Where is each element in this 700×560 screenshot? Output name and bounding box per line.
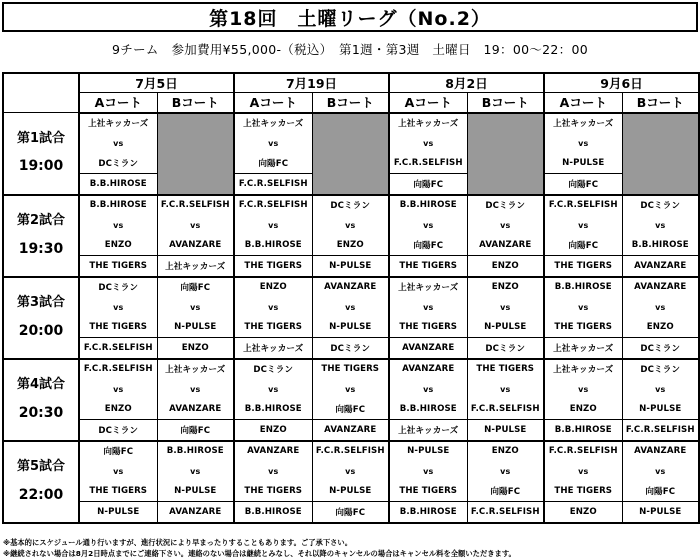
away-team: F.C.R.SELFISH: [470, 403, 540, 414]
slot-label: [3, 113, 79, 195]
vs-label: vs: [500, 466, 511, 476]
vs-label: vs: [113, 302, 124, 312]
vs-label: vs: [113, 466, 124, 476]
vs-label: vs: [113, 220, 124, 230]
home-team: AVANZARE: [634, 446, 687, 457]
vs-label: vs: [190, 302, 201, 312]
referee-team: B.B.HIROSE: [235, 501, 312, 522]
court-header: Bコート: [467, 93, 544, 113]
slot-time: 19:30: [18, 240, 64, 257]
referee-team: ENZO: [158, 337, 234, 358]
match-cell: [467, 359, 544, 441]
court-header: Aコート: [389, 93, 467, 113]
home-team: B.B.HIROSE: [166, 446, 224, 457]
table-corner: [3, 73, 79, 113]
home-team: B.B.HIROSE: [399, 200, 457, 211]
home-team: B.B.HIROSE: [554, 282, 612, 293]
away-team: ENZO: [569, 403, 597, 414]
referee-team: AVANZARE: [623, 255, 699, 276]
referee-team: AVANZARE: [158, 501, 234, 522]
empty-cell: [157, 113, 234, 195]
referee-team: F.C.R.SELFISH: [235, 173, 312, 194]
slot-time: 22:00: [18, 486, 64, 503]
away-team: AVANZARE: [169, 239, 222, 250]
match-cell: [544, 277, 622, 359]
home-team: 上社キッカーズ: [553, 365, 614, 376]
home-team: F.C.R.SELFISH: [83, 364, 153, 375]
slot-label: [3, 359, 79, 441]
vs-label: vs: [190, 384, 201, 394]
slot-name: 第3試合: [16, 294, 66, 310]
league-info: 9チーム 参加費用¥55,000-（税込） 第1週・第3週 土曜日 19：00～22：00: [112, 42, 588, 57]
away-team: B.B.HIROSE: [631, 239, 689, 250]
date-header: 8月2日: [389, 73, 544, 93]
home-team: AVANZARE: [402, 364, 455, 375]
match-cell: [622, 277, 699, 359]
match-cell: [312, 441, 389, 523]
match-cell: [312, 359, 389, 441]
vs-label: vs: [500, 302, 511, 312]
vs-label: vs: [578, 384, 589, 394]
notes: [3, 537, 697, 559]
court-header: Aコート: [79, 93, 157, 113]
referee-team: ENZO: [545, 501, 622, 522]
match-cell: [389, 277, 467, 359]
vs-label: vs: [423, 220, 434, 230]
away-team: THE TIGERS: [399, 321, 458, 332]
vs-label: vs: [268, 220, 279, 230]
away-team: ENZO: [336, 239, 364, 250]
date-header: 7月19日: [234, 73, 389, 93]
home-team: B.B.HIROSE: [89, 200, 147, 211]
vs-label: vs: [423, 138, 434, 148]
home-team: ENZO: [491, 446, 519, 457]
match-cell: [467, 277, 544, 359]
empty-cell: [467, 113, 544, 195]
home-team: AVANZARE: [247, 446, 300, 457]
away-team: THE TIGERS: [399, 485, 458, 496]
away-team: ENZO: [646, 321, 674, 332]
referee-team: N-PULSE: [80, 501, 157, 522]
match-cell: [544, 441, 622, 523]
slot-label: [3, 441, 79, 523]
schedule-body: [3, 113, 699, 523]
away-team: 向陽FC: [335, 404, 366, 415]
match-cell: [622, 195, 699, 277]
match-slot-row: [3, 441, 699, 523]
away-team: B.B.HIROSE: [244, 403, 302, 414]
match-cell: [467, 441, 544, 523]
slot-name: 第1試合: [16, 130, 66, 146]
referee-team: N-PULSE: [468, 419, 544, 440]
referee-team: F.C.R.SELFISH: [468, 501, 544, 522]
away-team: B.B.HIROSE: [244, 239, 302, 250]
referee-team: DCミラン: [468, 337, 544, 358]
match-cell: [157, 359, 234, 441]
away-team: 向陽FC: [490, 486, 521, 497]
referee-team: 向陽FC: [313, 501, 389, 522]
away-team: N-PULSE: [329, 485, 372, 496]
match-cell: [79, 113, 157, 195]
match-cell: [234, 113, 312, 195]
match-cell: [622, 359, 699, 441]
page-title: [2, 2, 698, 32]
referee-team: ENZO: [235, 419, 312, 440]
court-header: Bコート: [157, 93, 234, 113]
away-team: ENZO: [104, 403, 132, 414]
vs-label: vs: [268, 466, 279, 476]
away-team: N-PULSE: [174, 485, 217, 496]
referee-team: ENZO: [468, 255, 544, 276]
referee-team: F.C.R.SELFISH: [623, 419, 699, 440]
vs-label: vs: [190, 466, 201, 476]
slot-label: [3, 195, 79, 277]
court-header: Aコート: [544, 93, 622, 113]
match-slot-row: [3, 195, 699, 277]
vs-label: vs: [578, 466, 589, 476]
vs-label: vs: [345, 220, 356, 230]
vs-label: vs: [345, 466, 356, 476]
away-team: THE TIGERS: [554, 485, 613, 496]
referee-team: 上社キッカーズ: [545, 337, 622, 358]
slot-name: 第2試合: [16, 212, 66, 228]
match-cell: [79, 359, 157, 441]
away-team: N-PULSE: [484, 321, 527, 332]
home-team: F.C.R.SELFISH: [548, 200, 618, 211]
away-team: B.B.HIROSE: [399, 403, 457, 414]
referee-team: 向陽FC: [545, 173, 622, 194]
home-team: DCミラン: [640, 201, 681, 212]
vs-label: vs: [345, 302, 356, 312]
referee-team: B.B.HIROSE: [390, 501, 467, 522]
match-slot-row: [3, 113, 699, 195]
referee-team: N-PULSE: [623, 501, 699, 522]
home-team: F.C.R.SELFISH: [548, 446, 618, 457]
home-team: F.C.R.SELFISH: [315, 446, 385, 457]
home-team: ENZO: [259, 282, 287, 293]
referee-team: AVANZARE: [313, 419, 389, 440]
away-team: THE TIGERS: [89, 485, 148, 496]
referee-team: DCミラン: [80, 419, 157, 440]
match-slot-row: [3, 277, 699, 359]
home-team: 上社キッカーズ: [165, 365, 226, 376]
home-team: F.C.R.SELFISH: [160, 200, 230, 211]
vs-label: vs: [423, 466, 434, 476]
match-cell: [467, 195, 544, 277]
referee-team: THE TIGERS: [80, 255, 157, 276]
home-team: DCミラン: [98, 283, 139, 294]
court-header: Bコート: [622, 93, 699, 113]
vs-label: vs: [423, 302, 434, 312]
vs-label: vs: [500, 384, 511, 394]
match-cell: [622, 441, 699, 523]
home-team: AVANZARE: [324, 282, 377, 293]
date-header: 7月5日: [79, 73, 234, 93]
match-slot-row: [3, 359, 699, 441]
slot-time: 20:30: [18, 404, 64, 421]
away-team: 向陽FC: [413, 240, 444, 251]
referee-team: THE TIGERS: [390, 255, 467, 276]
referee-team: 向陽FC: [390, 173, 467, 194]
away-team: THE TIGERS: [244, 485, 303, 496]
away-team: THE TIGERS: [554, 321, 613, 332]
vs-label: vs: [190, 220, 201, 230]
vs-label: vs: [345, 384, 356, 394]
away-team: DCミラン: [98, 158, 139, 169]
referee-team: 向陽FC: [158, 419, 234, 440]
referee-team: B.B.HIROSE: [80, 173, 157, 194]
away-team: 向陽FC: [568, 240, 599, 251]
empty-cell: [622, 113, 699, 195]
away-team: THE TIGERS: [89, 321, 148, 332]
away-team: N-PULSE: [562, 157, 605, 168]
away-team: N-PULSE: [174, 321, 217, 332]
vs-label: vs: [268, 384, 279, 394]
referee-team: N-PULSE: [313, 255, 389, 276]
home-team: THE TIGERS: [476, 364, 535, 375]
away-team: N-PULSE: [639, 403, 682, 414]
note-line: ※基本的にスケジュール通り行いますが、進行状況により早まったりすることもあります。ご了承下さい。: [3, 538, 353, 547]
vs-label: vs: [268, 302, 279, 312]
referee-team: 上社キッカーズ: [390, 419, 467, 440]
match-cell: [79, 277, 157, 359]
home-team: DCミラン: [640, 365, 681, 376]
match-cell: [389, 441, 467, 523]
away-team: F.C.R.SELFISH: [393, 157, 463, 168]
referee-team: DCミラン: [313, 337, 389, 358]
match-cell: [312, 195, 389, 277]
away-team: AVANZARE: [479, 239, 532, 250]
match-cell: [312, 277, 389, 359]
vs-label: vs: [113, 138, 124, 148]
slot-time: 20:00: [18, 322, 64, 339]
referee-team: THE TIGERS: [545, 255, 622, 276]
home-team: 上社キッカーズ: [398, 283, 459, 294]
slot-name: 第4試合: [16, 376, 66, 392]
slot-label: [3, 277, 79, 359]
home-team: AVANZARE: [634, 282, 687, 293]
page-title-text: 第18回 土曜リーグ（No.2）: [209, 7, 491, 30]
away-team: AVANZARE: [169, 403, 222, 414]
referee-team: B.B.HIROSE: [545, 419, 622, 440]
vs-label: vs: [655, 384, 666, 394]
date-header: 9月6日: [544, 73, 699, 93]
match-cell: [234, 277, 312, 359]
note-line: ※継続されない場合は8月2日時点までにご連絡下さい。連絡のない場合は継続とみなし、それ以降のキャンセルの場合はキャンセル料を全額いただきます。: [3, 549, 516, 558]
referee-team: 上社キッカーズ: [235, 337, 312, 358]
slot-name: 第5試合: [16, 458, 66, 474]
vs-label: vs: [578, 302, 589, 312]
match-cell: [544, 195, 622, 277]
vs-label: vs: [578, 220, 589, 230]
match-cell: [389, 359, 467, 441]
referee-team: F.C.R.SELFISH: [80, 337, 157, 358]
home-team: F.C.R.SELFISH: [238, 200, 308, 211]
match-cell: [544, 113, 622, 195]
away-team: N-PULSE: [329, 321, 372, 332]
slot-time: 19:00: [18, 158, 64, 175]
match-cell: [234, 195, 312, 277]
vs-label: vs: [500, 220, 511, 230]
home-team: 上社キッカーズ: [398, 119, 459, 130]
referee-team: DCミラン: [623, 337, 699, 358]
vs-label: vs: [655, 466, 666, 476]
match-cell: [157, 195, 234, 277]
away-team: THE TIGERS: [244, 321, 303, 332]
away-team: 向陽FC: [258, 158, 289, 169]
home-team: DCミラン: [330, 201, 371, 212]
match-cell: [79, 195, 157, 277]
court-header: Bコート: [312, 93, 389, 113]
match-cell: [389, 113, 467, 195]
home-team: 向陽FC: [103, 447, 134, 458]
match-cell: [389, 195, 467, 277]
referee-team: THE TIGERS: [235, 255, 312, 276]
home-team: 上社キッカーズ: [243, 119, 304, 130]
away-team: ENZO: [104, 239, 132, 250]
vs-label: vs: [113, 384, 124, 394]
home-team: THE TIGERS: [321, 364, 380, 375]
vs-label: vs: [268, 138, 279, 148]
home-team: 向陽FC: [180, 283, 211, 294]
match-cell: [234, 359, 312, 441]
home-team: DCミラン: [253, 365, 294, 376]
away-team: 向陽FC: [645, 486, 676, 497]
home-team: 上社キッカーズ: [88, 119, 149, 130]
schedule-table: [2, 72, 700, 524]
referee-team: AVANZARE: [390, 337, 467, 358]
vs-label: vs: [655, 302, 666, 312]
vs-label: vs: [578, 138, 589, 148]
referee-team: 上社キッカーズ: [158, 255, 234, 276]
home-team: 上社キッカーズ: [553, 119, 614, 130]
match-cell: [157, 277, 234, 359]
match-cell: [234, 441, 312, 523]
home-team: ENZO: [491, 282, 519, 293]
empty-cell: [312, 113, 389, 195]
court-header: Aコート: [234, 93, 312, 113]
home-team: N-PULSE: [407, 446, 450, 457]
vs-label: vs: [655, 220, 666, 230]
vs-label: vs: [423, 384, 434, 394]
match-cell: [157, 441, 234, 523]
home-team: DCミラン: [485, 201, 526, 212]
match-cell: [544, 359, 622, 441]
match-cell: [79, 441, 157, 523]
